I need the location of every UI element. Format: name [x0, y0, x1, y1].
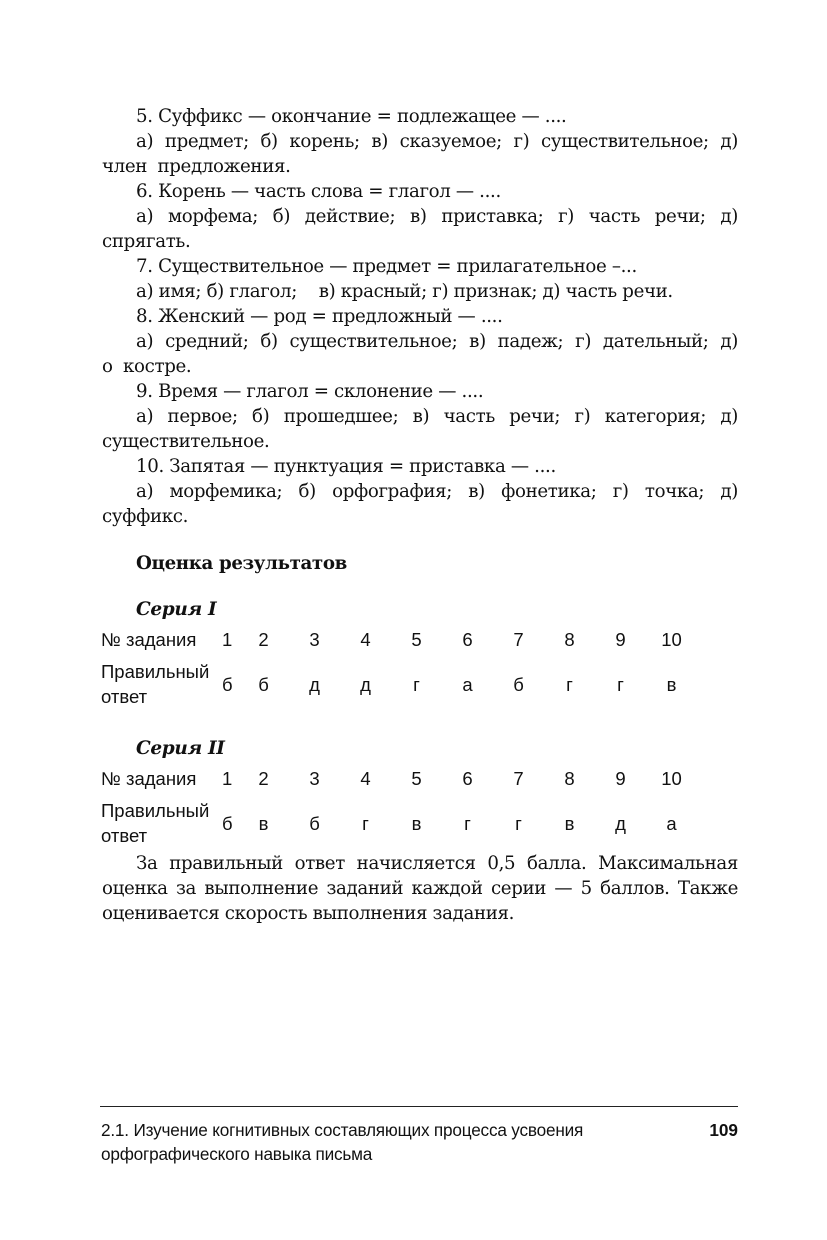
task-number-row	[101, 761, 697, 795]
task-number: 3	[309, 628, 320, 650]
answer-key-table	[101, 622, 697, 712]
series-title: Серия II	[136, 738, 225, 759]
correct-answer: д	[360, 673, 371, 695]
correct-answer: г	[515, 812, 522, 834]
question-options: а) морфема; б) действие; в) приставка; г) часть речи; д) спрягать.	[102, 206, 738, 252]
task-number: 1	[222, 628, 233, 650]
correct-answer: г	[413, 673, 420, 695]
task-number: 7	[513, 628, 524, 650]
question-prompt: 7. Существительное — предмет = прилагательное –...	[136, 256, 637, 277]
correct-answer: а	[462, 673, 473, 695]
task-number: 5	[411, 628, 422, 650]
correct-answer: г	[464, 812, 471, 834]
task-number: 8	[564, 628, 575, 650]
task-number: 3	[309, 767, 320, 789]
footer-divider	[100, 1106, 738, 1107]
correct-answer-label	[101, 656, 222, 712]
task-number: 8	[564, 767, 575, 789]
page-number: 109	[709, 1120, 738, 1140]
series-title: Серия I	[136, 599, 217, 620]
task-number: 10	[661, 628, 682, 650]
page-body	[102, 104, 738, 926]
footer-section-line: орфографического навыка письма	[101, 1144, 373, 1164]
question-options: а) первое; б) прошедшее; в) часть речи; г) категория; д) существительное.	[102, 406, 738, 452]
correct-answer-row	[101, 795, 697, 851]
correct-answer: в	[258, 812, 269, 834]
label-line: ответ	[101, 825, 148, 846]
label-line: Правильный	[101, 800, 210, 821]
correct-answer: в	[411, 812, 422, 834]
label-line: Правильный	[101, 661, 210, 682]
task-number: 6	[462, 628, 473, 650]
task-number: 5	[411, 767, 422, 789]
correct-answer-label	[101, 795, 222, 851]
task-number: 4	[360, 767, 371, 789]
task-number: 7	[513, 767, 524, 789]
correct-answer: г	[566, 673, 573, 695]
question-options: а) имя; б) глагол; в) красный; г) признак; д) часть речи.	[136, 281, 673, 302]
task-number: 6	[462, 767, 473, 789]
task-number: 1	[222, 767, 233, 789]
task-number-label: № задания	[101, 767, 197, 789]
question-options: а) средний; б) существительное; в) падеж; г) дательный; д) о костре.	[102, 331, 738, 377]
task-number: 2	[258, 767, 269, 789]
correct-answer: б	[222, 673, 233, 695]
question-prompt: 8. Женский — род = предложный — ....	[136, 306, 503, 327]
question-prompt: 6. Корень — часть слова = глагол — ....	[136, 181, 501, 202]
task-number: 4	[360, 628, 371, 650]
correct-answer: г	[617, 673, 624, 695]
correct-answer: в	[666, 673, 677, 695]
task-number: 9	[615, 767, 626, 789]
correct-answer-row	[101, 656, 697, 712]
task-number-row	[101, 622, 697, 656]
correct-answer: д	[615, 812, 626, 834]
question-options: а) предмет; б) корень; в) сказуемое; г) существительное; д) член предложения.	[102, 131, 738, 177]
correct-answer: д	[309, 673, 320, 695]
question-prompt: 10. Запятая — пунктуация = приставка — ....	[136, 456, 556, 477]
task-number: 9	[615, 628, 626, 650]
correct-answer: б	[222, 812, 233, 834]
correct-answer: в	[564, 812, 575, 834]
results-heading: Оценка результатов	[136, 553, 347, 574]
task-number: 10	[661, 767, 682, 789]
correct-answer: г	[362, 812, 369, 834]
correct-answer: а	[666, 812, 677, 834]
correct-answer: б	[513, 673, 524, 695]
question-prompt: 9. Время — глагол = склонение — ....	[136, 381, 484, 402]
running-footer	[101, 1118, 621, 1166]
footer-section-line: 2.1. Изучение когнитивных составляющих процесса усвоения	[101, 1120, 584, 1140]
answer-key-table	[101, 761, 697, 851]
correct-answer: б	[258, 673, 269, 695]
task-number-label: № задания	[101, 628, 197, 650]
question-prompt: 5. Суффикс — окончание = подлежащее — ....	[136, 106, 567, 127]
label-line: ответ	[101, 686, 148, 707]
task-number: 2	[258, 628, 269, 650]
scoring-summary: За правильный ответ начисляется 0,5 балла. Максимальная оценка за выполнение заданий каждой серии — 5 баллов. Также оценивается скорость выполнения задания.	[102, 853, 738, 924]
correct-answer: б	[309, 812, 320, 834]
question-options: а) морфемика; б) орфография; в) фонетика; г) точка; д) суффикс.	[102, 481, 738, 527]
